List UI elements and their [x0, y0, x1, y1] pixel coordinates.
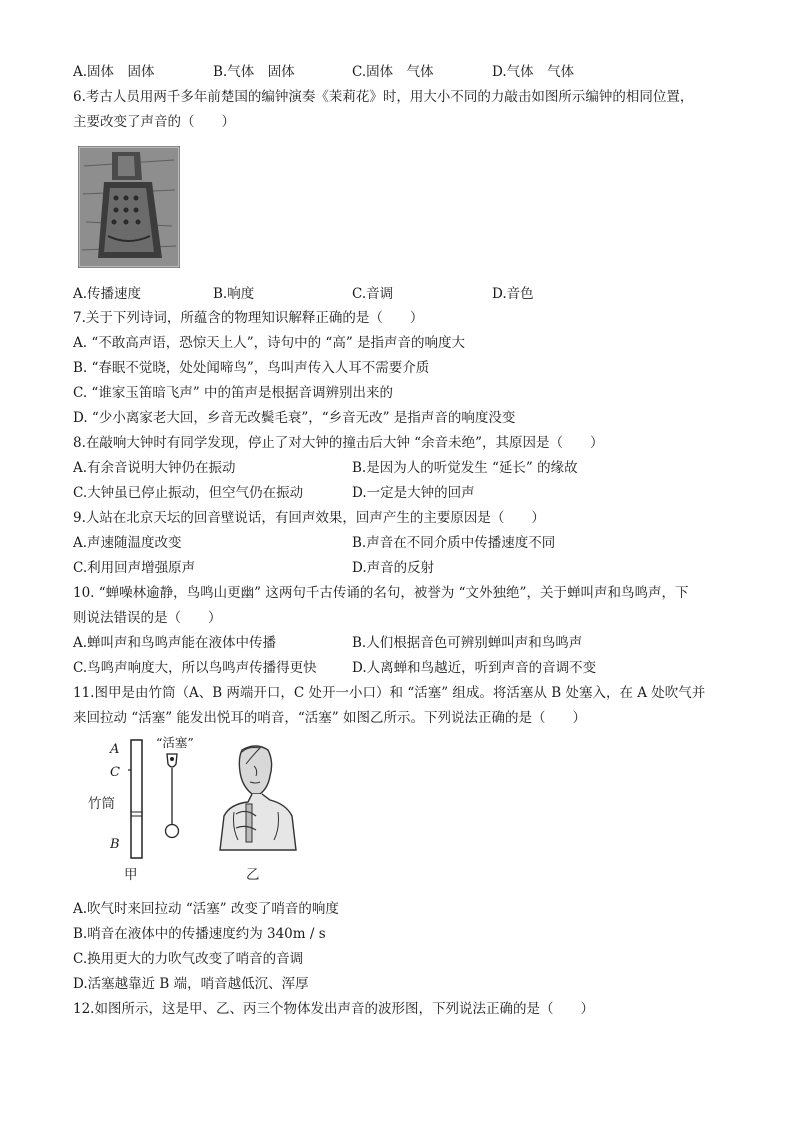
bell-photo	[78, 146, 180, 268]
q8-option-b: B.是因为人的听觉发生 “延长” 的缘故	[352, 460, 578, 476]
q8-option-a: A.有余音说明大钟仍在振动	[73, 460, 236, 476]
q6-option-d: D.音色	[492, 286, 534, 302]
q7-option-d: D. “少小离家老大回，乡音无改鬓毛衰”，“乡音无改” 是指声音的响度没变	[73, 410, 516, 426]
q5-option-d: D.气体 气体	[492, 64, 575, 80]
q7-option-c: C. “谁家玉笛暗飞声” 中的笛声是根据音调辨别出来的	[73, 385, 394, 401]
person-blowing-figure	[212, 742, 300, 854]
q8-option-c: C.大钟虽已停止振动，但空气仍在振动	[73, 485, 304, 501]
q6-option-c: C.音调	[352, 286, 394, 302]
label-yi: 乙	[246, 867, 260, 883]
q11-option-a: A.吹气时来回拉动 “活塞” 改变了哨音的响度	[73, 901, 339, 917]
q10-stem-line2: 则说法错误的是（ ）	[73, 610, 222, 626]
q7-stem: 7.关于下列诗词，所蕴含的物理知识解释正确的是（ ）	[73, 310, 424, 326]
q9-option-d: D.声音的反射	[352, 560, 435, 576]
q10-option-b: B.人们根据音色可辨别蝉叫声和鸟鸣声	[352, 635, 583, 651]
q11-stem-line2: 来回拉动 “活塞” 能发出悦耳的哨音，“活塞” 如图乙所示。下列说法正确的是（ ）	[73, 710, 586, 726]
q10-option-c: C.鸟鸣声响度大，所以鸟鸣声传播得更快	[73, 660, 317, 676]
label-a: A	[110, 742, 120, 757]
q6-option-a: A.传播速度	[73, 286, 142, 302]
q9-option-c: C.利用回声增强原声	[73, 560, 196, 576]
label-b: B	[110, 837, 120, 852]
q9-stem: 9.人站在北京天坛的回音壁说话，有回声效果，回声产生的主要原因是（ ）	[73, 510, 545, 526]
q7-option-a: A. “不敢高声语，恐惊天上人”，诗句中的 “高” 是指声音的响度大	[73, 335, 466, 351]
q11-option-c: C.换用更大的力吹气改变了哨音的音调	[73, 951, 304, 967]
q9-option-a: A.声速随温度改变	[73, 535, 182, 551]
label-jia: 甲	[124, 867, 138, 883]
q10-stem-line1: 10. “蝉噪林逾静，鸟鸣山更幽” 这两句千古传诵的名句，被誉为 “文外独绝”，关于蝉叫声和鸟鸣声，下	[73, 585, 689, 601]
q8-option-d: D.一定是大钟的回声	[352, 485, 475, 501]
q8-stem: 8.在敲响大钟时有同学发现，停止了对大钟的撞击后大钟 “余音未绝”，其原因是（ ）	[73, 435, 604, 451]
q10-option-d: D.人离蝉和鸟越近，听到声音的音调不变	[352, 660, 597, 676]
q11-option-b: B.哨音在液体中的传播速度约为 340m / s	[73, 926, 326, 942]
label-bamboo-tube: 竹筒	[88, 796, 115, 812]
q11-option-d: D.活塞越靠近 B 端，哨音越低沉、浑厚	[73, 976, 309, 992]
q5-option-c: C.固体 气体	[352, 64, 434, 80]
q6-option-b: B.响度	[213, 286, 255, 302]
q6-stem-line1: 6.考古人员用两千多年前楚国的编钟演奏《茉莉花》时，用大小不同的力敲击如图所示编钟的相同位置，	[73, 89, 694, 105]
q5-option-b: B.气体 固体	[213, 64, 295, 80]
q6-stem-line2: 主要改变了声音的（ ）	[73, 114, 235, 130]
q7-option-b: B. “春眠不觉晓，处处闻啼鸟”，鸟叫声传入人耳不需要介质	[73, 360, 430, 376]
q12-stem: 12.如图所示，这是甲、乙、丙三个物体发出声音的波形图，下列说法正确的是（ ）	[73, 1001, 594, 1017]
q9-option-b: B.声音在不同介质中传播速度不同	[352, 535, 556, 551]
label-piston: “活塞”	[156, 735, 194, 750]
q11-stem-line1: 11.图甲是由竹筒（A、B 两端开口，C 处开一小口）和 “活塞” 组成。将活塞从 B 处塞入，在 A 处吹气并	[73, 685, 706, 701]
q10-option-a: A.蝉叫声和鸟鸣声能在液体中传播	[73, 635, 277, 651]
q5-option-a: A.固体 固体	[73, 64, 155, 80]
label-c: C	[110, 765, 120, 780]
